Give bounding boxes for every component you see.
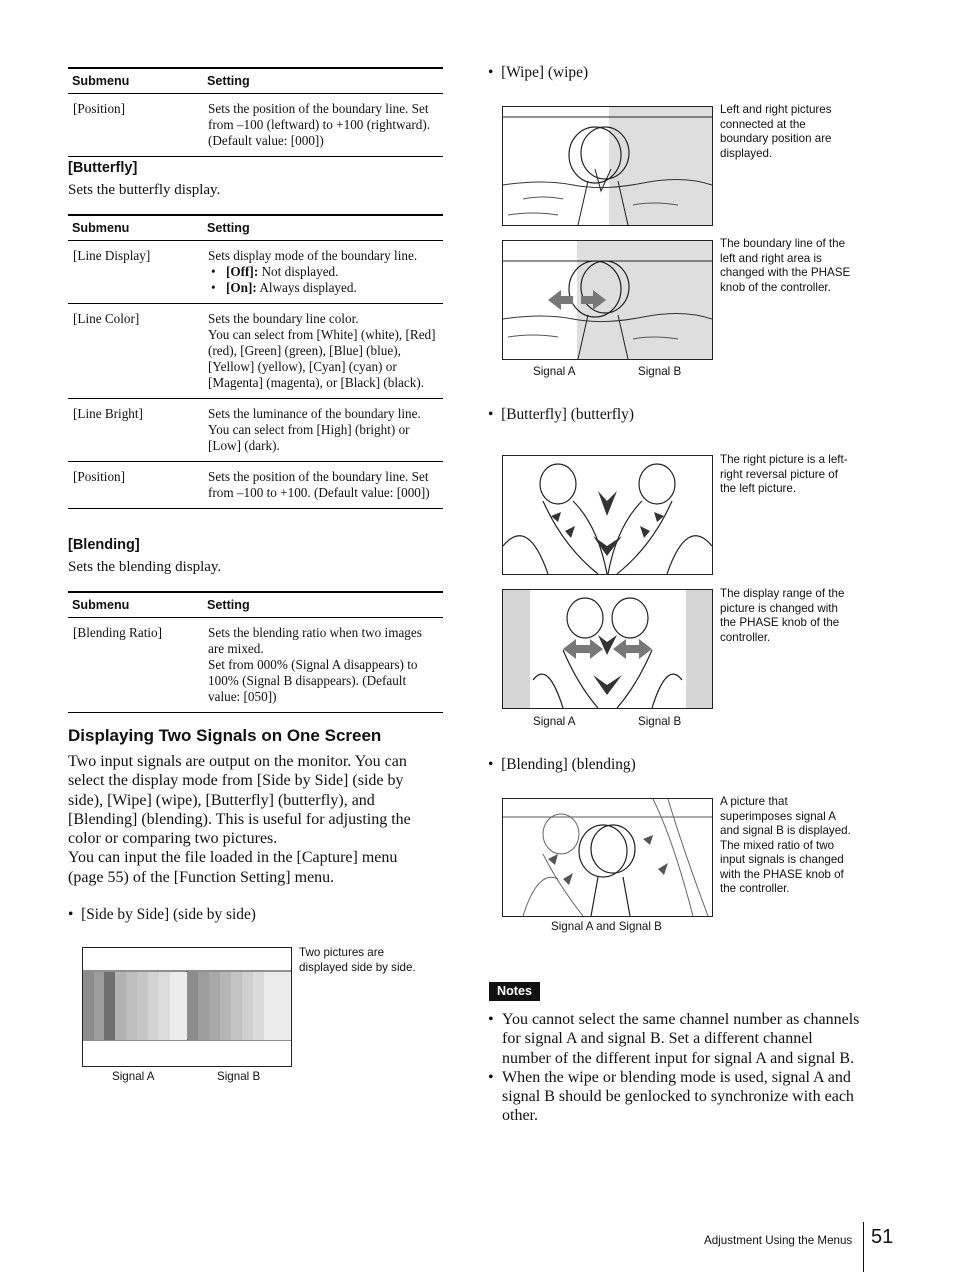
list-item: • When the wipe or blending mode is used, signal A and signal B should be genlocked to synchronize with each other.	[488, 1068, 863, 1126]
setting-cell: Sets the position of the boundary line. Set from –100 (leftward) to +100 (rightward). (Default value: [000])	[203, 94, 443, 157]
sidebyside-figure	[82, 947, 292, 1067]
table-row	[68, 304, 443, 399]
setting-text: Set from 000% (Signal A disappears) to 100% (Signal B disappears). (Default value: [050])	[208, 657, 418, 704]
submenu-cell: [Line Color]	[68, 304, 203, 399]
setting-cell: Sets the position of the boundary line. Set from –100 to +100. (Default value: [000])	[203, 462, 443, 509]
signal-b-bars	[188, 972, 291, 1040]
header-setting: Setting	[203, 215, 443, 241]
header-setting: Setting	[203, 68, 443, 94]
bullet-text: [Blending] (blending)	[501, 756, 636, 773]
submenu-cell: [Position]	[68, 94, 203, 157]
setting-text: Sets the luminance of the boundary line.	[208, 406, 421, 421]
signal-ab-label: Signal A and Signal B	[551, 920, 662, 933]
blending-table	[68, 591, 443, 713]
option-label: [On]:	[226, 280, 257, 295]
submenu-cell: [Line Bright]	[68, 399, 203, 462]
submenu-cell: [Line Display]	[68, 241, 203, 304]
submenu-cell: [Blending Ratio]	[68, 618, 203, 713]
signal-b-label: Signal B	[638, 365, 682, 378]
table-row	[68, 618, 443, 713]
butterfly-table	[68, 214, 443, 509]
signal-a-bars	[83, 972, 187, 1040]
option-text: Always displayed.	[256, 280, 357, 295]
blending-figure	[502, 798, 713, 917]
bullet-text: [Side by Side] (side by side)	[81, 906, 256, 923]
blending-bullet: • [Blending] (blending)	[488, 756, 636, 773]
wipe-bullet: • [Wipe] (wipe)	[488, 64, 589, 81]
setting-text: You can select from [High] (bright) or [Low] (dark).	[208, 422, 410, 453]
butterfly-illustration-2	[503, 590, 712, 708]
header-submenu: Submenu	[68, 68, 203, 94]
list-item	[208, 264, 439, 280]
butterfly-caption-1: The right picture is a left-right reversal picture of the left picture.	[720, 453, 848, 495]
setting-cell	[203, 241, 443, 304]
option-label: [Off]:	[226, 264, 259, 279]
signal-a-label: Signal A	[533, 365, 576, 378]
setting-cell	[203, 399, 443, 462]
sidebyside-caption: Two pictures are displayed side by side.	[299, 946, 416, 974]
list-item: • You cannot select the same channel number as channels for signal A and signal B. Set a different channel number of the different input for signal A and signal B.	[488, 1010, 863, 1068]
signal-b-label: Signal B	[638, 715, 682, 728]
paragraph: You can input the file loaded in the [Capture] menu (page 55) of the [Function Setting] menu.	[68, 849, 398, 886]
setting-cell	[203, 618, 443, 713]
bullet-text: [Wipe] (wipe)	[501, 64, 589, 81]
blending-illustration	[503, 799, 712, 916]
setting-text: Sets the blending ratio when two images are mixed.	[208, 625, 422, 656]
bullet-text: [Butterfly] (butterfly)	[501, 406, 635, 423]
setting-text: Sets display mode of the boundary line.	[208, 248, 418, 263]
header-submenu: Submenu	[68, 592, 203, 618]
submenu-cell: [Position]	[68, 462, 203, 509]
wipe-illustration-1	[503, 107, 712, 225]
sidebyside-bullet: • [Side by Side] (side by side)	[68, 906, 256, 923]
butterfly-bullet: • [Butterfly] (butterfly)	[488, 406, 635, 423]
wipe-caption-1: Left and right pictures connected at the boundary position are displayed.	[720, 103, 832, 160]
wipe-figure-1	[502, 106, 713, 226]
sidebyside-illustration	[83, 948, 291, 1066]
header-setting: Setting	[203, 592, 443, 618]
section-title: Displaying Two Signals on One Screen	[68, 726, 382, 745]
butterfly-heading: [Butterfly]	[68, 160, 138, 176]
position-table	[68, 67, 443, 157]
butterfly-figure-2	[502, 589, 713, 709]
blending-caption: A picture that superimposes signal A and signal B is displayed. The mixed ratio of two input signals is changed with the PHASE knob of the controller.	[720, 795, 851, 895]
wipe-caption-2: The boundary line of the left and right area is changed with the PHASE knob of the controller.	[720, 237, 851, 294]
setting-cell	[203, 304, 443, 399]
wipe-illustration-2	[503, 241, 712, 359]
table-row	[68, 94, 443, 157]
signal-a-label: Signal A	[533, 715, 576, 728]
butterfly-illustration-1	[503, 456, 712, 574]
setting-text: Sets the boundary line color.	[208, 311, 359, 326]
wipe-figure-2	[502, 240, 713, 360]
footer-divider	[863, 1222, 864, 1272]
signal-b-label: Signal B	[217, 1070, 261, 1083]
setting-text: You can select from [White] (white), [Red] (red), [Green] (green), [Blue] (blue), [Yellow] (yellow), [Cyan] (cyan) or [Magenta] (magenta), or [Black] (black).	[208, 327, 436, 390]
header-submenu: Submenu	[68, 215, 203, 241]
page-number: 51	[871, 1226, 894, 1248]
paragraph: Two input signals are output on the monitor. You can select the display mode from [Side by Side] (side by side), [Wipe] (wipe), [Butterfly] (butterfly), and [Blending] (blending). This is useful for adjusting the color or comparing two pictures.	[68, 753, 411, 848]
signal-a-label: Signal A	[112, 1070, 155, 1083]
butterfly-desc: Sets the butterfly display.	[68, 182, 221, 198]
list-item	[208, 280, 439, 296]
section-body	[68, 752, 436, 887]
blending-desc: Sets the blending display.	[68, 559, 222, 575]
butterfly-caption-2: The display range of the picture is changed with the PHASE knob of the controller.	[720, 587, 845, 644]
option-text: Not displayed.	[258, 264, 339, 279]
option-list	[208, 264, 439, 296]
notes-badge: Notes	[489, 982, 540, 1001]
footer-section: Adjustment Using the Menus	[704, 1234, 853, 1247]
blending-heading: [Blending]	[68, 537, 140, 553]
table-row	[68, 462, 443, 509]
butterfly-figure-1	[502, 455, 713, 575]
table-row	[68, 241, 443, 304]
table-row	[68, 399, 443, 462]
notes-list	[488, 1010, 863, 1126]
